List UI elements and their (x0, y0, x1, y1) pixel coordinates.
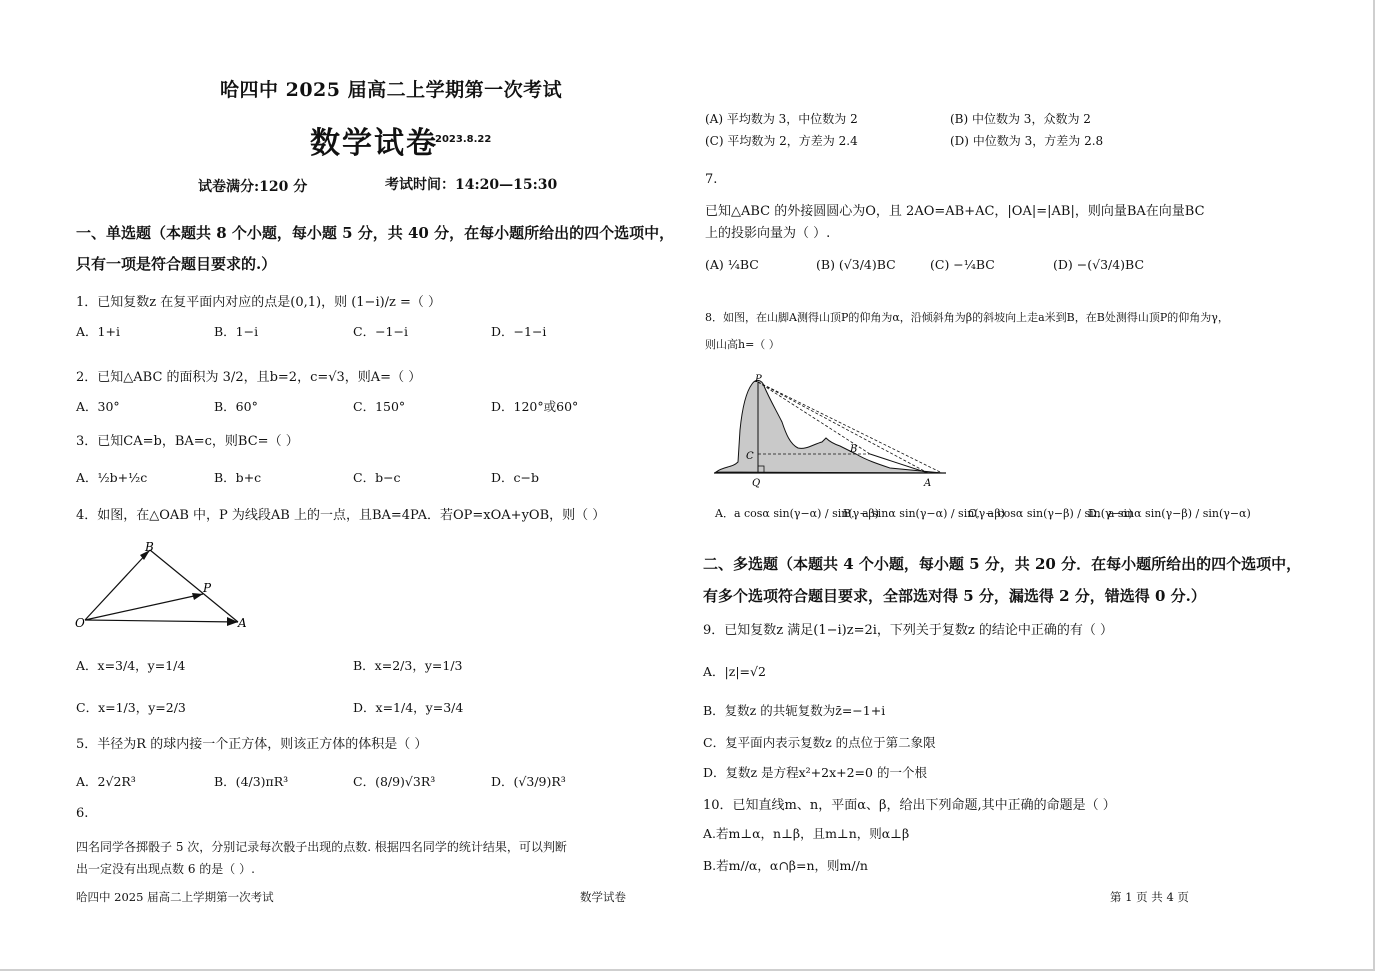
q10-option-b: B.若m//α，α∩β=n，则m//n (703, 858, 868, 873)
q5-option-c: C．(8/9)√3R³ (353, 774, 436, 789)
q7-option-a: (A) ¼BC (705, 257, 759, 272)
q5-text: 5．半径为R 的球内接一个正方体，则该正方体的体积是（ ） (76, 737, 428, 752)
q3-option-a: A．½b+½c (76, 470, 148, 485)
q1-option-b: B．1−i (214, 324, 259, 339)
q8-option-c: C．a cosα sin(γ−β) / sin(γ−α) (968, 507, 1133, 520)
q7-option-c: (C) −¼BC (930, 257, 995, 272)
q6-option-d: (D) 中位数为 3，方差为 2.8 (950, 134, 1104, 148)
q8-label-a: A (924, 478, 932, 489)
q3-option-d: D．c−b (491, 470, 539, 485)
q6-line1: 四名同学各掷骰子 5 次，分别记录每次骰子出现的点数. 根据四名同学的统计结果，可以判断 (76, 840, 567, 854)
q7-option-d: (D) −(√3/4)BC (1053, 257, 1145, 272)
q5-option-b: B．(4/3)πR³ (214, 774, 289, 789)
section1-heading-line1: 一、单选题（本题共 8 个小题，每小题 5 分，共 40 分，在每小题所给出的四个选项中， (76, 224, 675, 242)
q6-option-a: (A) 平均数为 3，中位数为 2 (705, 112, 858, 126)
q4-label-p: P (203, 581, 212, 595)
q5-option-a: A．2√2R³ (76, 774, 136, 789)
exam-time: 考试时间：14:20—15:30 (385, 177, 558, 193)
footer-center: 数学试卷 (580, 890, 626, 904)
q8-line2: 则山高h=（ ） (705, 338, 780, 351)
q9-option-c: C．复平面内表示复数z 的点位于第二象限 (703, 735, 936, 750)
q8-option-a: A．a cosα sin(γ−α) / sin(γ−β) (715, 507, 880, 520)
q6-number: 6. (76, 806, 89, 821)
q7-line2: 上的投影向量为（ ）. (705, 226, 831, 241)
q1-text: 1．已知复数z 在复平面内对应的点是(0,1)，则 (1−i)/z =（ ） (76, 295, 442, 310)
q10-option-a: A.若m⊥α，n⊥β，且m⊥n，则α⊥β (703, 826, 910, 841)
q7-option-b: (B) (√3/4)BC (816, 257, 896, 272)
q10-text: 10．已知直线m、n，平面α、β，给出下列命题,其中正确的命题是（ ） (703, 798, 1116, 813)
q4-option-a: A．x=3/4，y=1/4 (76, 658, 186, 673)
footer-page-number: 第 1 页 共 4 页 (1110, 890, 1189, 904)
q8-option-b: B．a sinα sin(γ−α) / sin(γ−β) (843, 507, 1006, 520)
q4-text: 4．如图，在△OAB 中，P 为线段AB 上的一点，且BA=4PA．若OP=xOA+yOB，则（ ） (76, 508, 606, 523)
q3-option-c: C．b−c (353, 470, 401, 485)
full-score: 试卷满分:120 分 (198, 179, 308, 195)
footer-left: 哈四中 2025 届高二上学期第一次考试 (76, 890, 274, 904)
q2-option-d: D．120°或60° (491, 399, 579, 414)
section2-heading-line2: 有多个选项符合题目要求，全部选对得 5 分，漏选得 2 分，错选得 0 分.） (703, 587, 1206, 605)
q4-option-c: C．x=1/3，y=2/3 (76, 700, 186, 715)
q2-option-a: A．30° (76, 399, 120, 414)
q2-option-c: C．150° (353, 399, 406, 414)
q3-text: 3．已知CA=b，BA=c，则BC=（ ） (76, 434, 299, 449)
q4-label-a: A (238, 616, 247, 630)
q6-line2: 出一定没有出现点数 6 的是（ ）. (76, 862, 255, 876)
q4-triangle-figure (70, 538, 260, 638)
section2-heading-line1: 二、多选题（本题共 4 个小题，每小题 5 分，共 20 分．在每小题所给出的四个选项中， (703, 555, 1302, 573)
q9-option-b: B．复数z 的共轭复数为z̄=−1+i (703, 703, 886, 718)
q1-option-d: D．−1−i (491, 324, 547, 339)
q8-label-c: C (746, 451, 754, 462)
exam-title: 哈四中 2025 届高二上学期第一次考试 (220, 79, 563, 101)
q4-label-o: O (75, 616, 85, 630)
q1-option-a: A．1+i (76, 324, 120, 339)
q2-option-b: B．60° (214, 399, 258, 414)
q8-option-d: D．a sinα sin(γ−β) / sin(γ−α) (1088, 507, 1251, 520)
q8-label-b: B (850, 444, 858, 455)
q8-label-p: P (755, 374, 762, 385)
section1-heading-line2: 只有一项是符合题目要求的.） (76, 255, 277, 273)
q9-option-a: A．|z|=√2 (703, 664, 766, 679)
q2-text: 2．已知△ABC 的面积为 3/2，且b=2，c=√3，则A=（ ） (76, 370, 422, 385)
q9-text: 9．已知复数z 满足(1−i)z=2i，下列关于复数z 的结论中正确的有（ ） (703, 623, 1114, 638)
q7-number: 7. (705, 172, 718, 187)
q3-option-b: B．b+c (214, 470, 262, 485)
q8-mountain-figure (710, 370, 950, 490)
q7-line1: 已知△ABC 的外接圆圆心为O，且 2AO=AB+AC，|OA|=|AB|，则向量BA在向量BC (705, 204, 1205, 219)
subject-title: 数学试卷 (310, 126, 438, 161)
q4-option-d: D．x=1/4，y=3/4 (353, 700, 464, 715)
q6-option-b: (B) 中位数为 3，众数为 2 (950, 112, 1091, 126)
q4-option-b: B．x=2/3，y=1/3 (353, 658, 463, 673)
q8-label-q: Q (752, 478, 761, 489)
exam-date: 2023.8.22 (435, 134, 492, 145)
q8-line1: 8．如图，在山脚A测得山顶P的仰角为α，沿倾斜角为β的斜坡向上走a米到B，在B处测得山顶P的仰角为γ， (705, 311, 1229, 324)
q5-option-d: D．(√3/9)R³ (491, 774, 566, 789)
q1-option-c: C．−1−i (353, 324, 408, 339)
q4-label-b: B (145, 540, 154, 554)
q9-option-d: D．复数z 是方程x²+2x+2=0 的一个根 (703, 765, 927, 780)
q6-option-c: (C) 平均数为 2，方差为 2.4 (705, 134, 858, 148)
